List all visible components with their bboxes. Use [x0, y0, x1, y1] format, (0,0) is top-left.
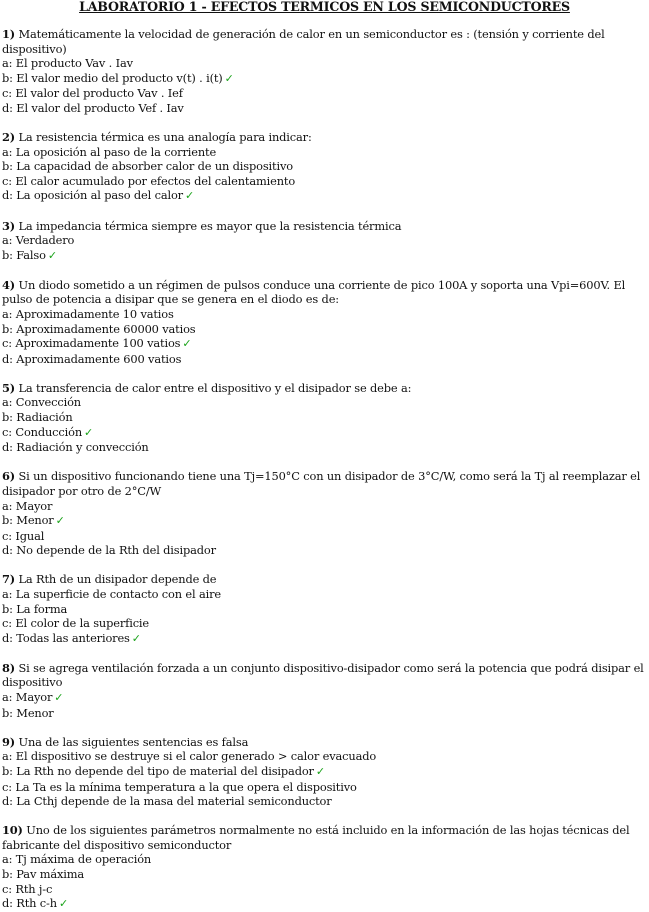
- answer-option-label: d: El valor del producto Vef . Iav: [2, 100, 184, 115]
- answer-option-label: b: Menor: [2, 705, 54, 720]
- question-stem: [2, 278, 647, 307]
- question-text: Una de las siguientes sentencias es falsa: [18, 734, 249, 749]
- answer-option: [2, 410, 647, 425]
- answer-option: [2, 794, 647, 809]
- answer-option-label: d: Aproximadamente 600 vatios: [2, 351, 182, 366]
- question-stem: [2, 735, 647, 750]
- checkmark-icon: ✓: [55, 514, 65, 528]
- answer-option: [2, 529, 647, 544]
- answer-option: [2, 852, 647, 867]
- answer-option: [2, 248, 647, 264]
- answer-option: [2, 440, 647, 455]
- question-stem: [2, 219, 647, 234]
- answer-option: [2, 764, 647, 780]
- question-stem: [2, 381, 647, 396]
- answer-option: [2, 780, 647, 795]
- answer-option-label: a: El dispositivo se destruye si el calor generado > calor evacuado: [2, 749, 377, 764]
- question-text: La impedancia térmica siempre es mayor que la resistencia térmica: [18, 218, 402, 233]
- question-10: [2, 823, 647, 912]
- answer-option-label: b: La forma: [2, 601, 68, 616]
- answer-option: [2, 336, 647, 352]
- checkmark-icon: ✓: [84, 425, 94, 439]
- answer-option: [2, 749, 647, 764]
- answer-option-label: a: La superficie de contacto con el aire: [2, 587, 221, 601]
- answer-option-label: a: Mayor: [2, 690, 53, 705]
- answer-option: [2, 174, 647, 189]
- question-stem: [2, 572, 647, 587]
- answer-option: [2, 896, 647, 912]
- question-2: [2, 130, 647, 204]
- answer-option-label: a: Aproximadamente 10 vatios: [2, 307, 174, 321]
- answer-option: [2, 101, 647, 116]
- answer-option: [2, 188, 647, 204]
- answer-option-label: c: Conducción: [2, 424, 83, 439]
- answer-option-label: a: Convección: [2, 395, 81, 410]
- answer-option-label: b: El valor medio del producto v(t) . i(t): [2, 70, 223, 85]
- answer-option-label: d: No depende de la Rth del disipador: [2, 543, 216, 558]
- question-4: [2, 278, 647, 367]
- question-number: 10): [2, 823, 23, 838]
- document-title: LABORATORIO 1 - EFECTOS TERMICOS EN LOS SEMICONDUCTORES: [79, 0, 570, 14]
- answer-option: [2, 145, 647, 160]
- answer-option-label: b: Falso: [2, 247, 46, 262]
- question-stem: [2, 661, 647, 690]
- question-1: [2, 27, 647, 116]
- question-number: 2): [2, 130, 16, 145]
- checkmark-icon: ✓: [58, 897, 69, 911]
- answer-option-label: c: El color de la superficie: [2, 616, 150, 631]
- answer-option-label: a: El producto Vav . Iav: [2, 56, 133, 71]
- answer-option: [2, 882, 647, 897]
- answer-option-label: c: El calor acumulado por efectos del calentamiento: [2, 173, 296, 188]
- answer-option: [2, 631, 647, 647]
- answer-option-label: c: Aproximadamente 100 vatios: [2, 336, 181, 351]
- question-6: [2, 469, 647, 558]
- question-list: [2, 27, 647, 912]
- answer-option: [2, 352, 647, 367]
- answer-option: [2, 690, 647, 706]
- answer-option-label: d: La oposición al paso del calor: [2, 188, 183, 203]
- question-8: [2, 661, 647, 720]
- checkmark-icon: ✓: [54, 691, 64, 705]
- answer-option: [2, 499, 647, 514]
- answer-option: [2, 602, 647, 617]
- question-number: 8): [2, 660, 16, 675]
- question-number: 5): [2, 380, 16, 395]
- answer-option: [2, 86, 647, 101]
- answer-option: [2, 71, 647, 87]
- checkmark-icon: ✓: [184, 189, 195, 203]
- answer-option-label: b: Menor: [2, 513, 54, 528]
- answer-option-label: d: Rth c-h: [2, 896, 57, 911]
- answer-option-label: b: Pav máxima: [2, 867, 85, 881]
- question-stem: [2, 469, 647, 498]
- answer-option-label: c: Rth j-c: [2, 881, 53, 896]
- answer-option-label: d: La Cthj depende de la masa del material semiconductor: [2, 794, 332, 809]
- answer-option-label: c: El valor del producto Vav . Ief: [2, 86, 183, 101]
- answer-option-label: d: Radiación y convección: [2, 440, 149, 455]
- question-3: [2, 219, 647, 264]
- question-stem: [2, 27, 647, 56]
- answer-option-label: b: Aproximadamente 60000 vatios: [2, 321, 196, 336]
- question-9: [2, 735, 647, 809]
- answer-option: [2, 513, 647, 529]
- question-7: [2, 572, 647, 646]
- checkmark-icon: ✓: [182, 337, 192, 351]
- checkmark-icon: ✓: [315, 764, 325, 778]
- answer-option: [2, 322, 647, 337]
- answer-option: [2, 706, 647, 721]
- answer-option: [2, 587, 647, 602]
- question-number: 9): [2, 734, 16, 749]
- question-5: [2, 381, 647, 455]
- answer-option-label: c: La Ta es la mínima temperatura a la que opera el dispositivo: [2, 779, 357, 794]
- answer-option-label: a: La oposición al paso de la corriente: [2, 144, 217, 159]
- answer-option: [2, 425, 647, 441]
- question-number: 3): [2, 218, 16, 233]
- answer-option: [2, 159, 647, 174]
- question-text: Si se agrega ventilación forzada a un conjunto dispositivo-disipador como será la potencia que podrá disipar el dispositivo: [2, 660, 644, 690]
- question-text: Si un dispositivo funcionando tiene una Tj=150°C con un disipador de 3°C/W, como será la Tj al reemplazar el disipador por otro de 2°C/W: [2, 469, 641, 498]
- answer-option-label: a: Tj máxima de operación: [2, 852, 152, 867]
- question-text: Uno de los siguientes parámetros normalmente no está incluido en la información de las hojas técnicas del fabricante del dispositivo semiconductor: [2, 823, 630, 852]
- answer-option-label: d: Todas las anteriores: [2, 630, 130, 645]
- question-number: 6): [2, 469, 16, 484]
- answer-option: [2, 233, 647, 248]
- answer-option-label: a: Verdadero: [2, 233, 75, 248]
- question-text: Un diodo sometido a un régimen de pulsos conduce una corriente de pico 100A y soporta una Vpi=600V. El pulso de potencia a disipar que se genera en el diodo es de:: [2, 277, 626, 307]
- answer-option: [2, 616, 647, 631]
- answer-option: [2, 395, 647, 410]
- answer-option-label: b: La capacidad de absorber calor de un dispositivo: [2, 159, 293, 174]
- question-number: 4): [2, 277, 16, 292]
- answer-option-label: a: Mayor: [2, 498, 53, 513]
- question-number: 1): [2, 27, 16, 41]
- question-text: Matemáticamente la velocidad de generación de calor en un semiconductor es : (tensión y corriente del dispositivo): [2, 27, 605, 56]
- question-stem: [2, 130, 647, 145]
- answer-option-label: b: Radiación: [2, 410, 73, 425]
- checkmark-icon: ✓: [224, 71, 234, 85]
- question-stem: [2, 823, 647, 852]
- question-text: La Rth de un disipador depende de: [18, 572, 217, 587]
- question-number: 7): [2, 572, 16, 587]
- question-text: La resistencia térmica es una analogía para indicar:: [18, 130, 312, 145]
- answer-option-label: c: Igual: [2, 528, 45, 543]
- checkmark-icon: ✓: [47, 248, 57, 262]
- answer-option-label: b: La Rth no depende del tipo de material del disipador: [2, 763, 314, 778]
- answer-option: [2, 307, 647, 322]
- answer-option: [2, 543, 647, 558]
- question-text: La transferencia de calor entre el dispositivo y el disipador se debe a:: [18, 380, 412, 395]
- answer-option: [2, 867, 647, 882]
- answer-option: [2, 56, 647, 71]
- checkmark-icon: ✓: [131, 631, 141, 645]
